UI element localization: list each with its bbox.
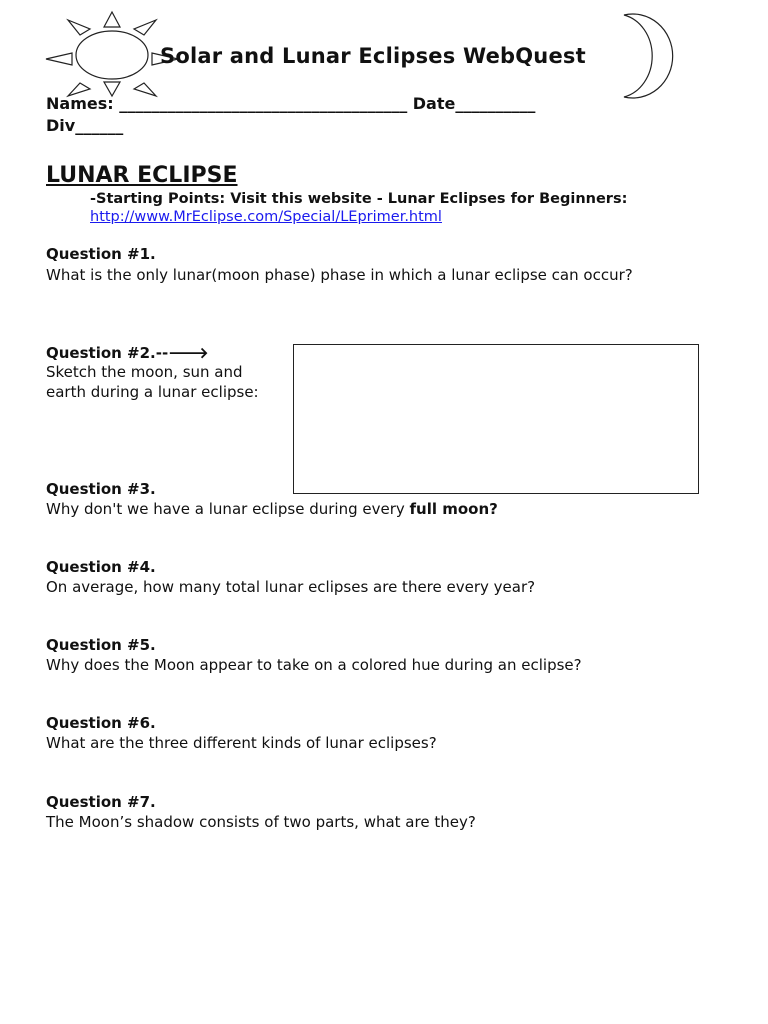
question-3-label: Question #3. xyxy=(46,480,156,498)
question-3-text-prefix: Why don't we have a lunar eclipse during every xyxy=(46,500,410,518)
question-6-text: What are the three different kinds of lunar eclipses? xyxy=(46,734,437,752)
question-2-text-line-1: Sketch the moon, sun and xyxy=(46,363,243,381)
page-title: Solar and Lunar Eclipses WebQuest xyxy=(160,44,586,68)
question-1-text: What is the only lunar(moon phase) phase in which a lunar eclipse can occur? xyxy=(46,266,633,284)
names-date-line: Names: ____________________________________ Date__________ xyxy=(46,94,536,113)
div-line: Div______ xyxy=(46,116,124,135)
question-1-label: Question #1. xyxy=(46,245,156,263)
question-2-text-line-2: earth during a lunar eclipse: xyxy=(46,383,259,401)
question-3-text-bold: full moon? xyxy=(409,500,498,518)
section-heading-lunar-eclipse: LUNAR ECLIPSE xyxy=(46,163,238,188)
starting-points-text: -Starting Points: Visit this website - Lunar Eclipses for Beginners: xyxy=(90,191,628,207)
question-7-text: The Moon’s shadow consists of two parts, what are they? xyxy=(46,813,476,831)
lunar-eclipse-primer-link[interactable]: http://www.MrEclipse.com/Special/LEprimer.html xyxy=(90,209,442,225)
question-4-text: On average, how many total lunar eclipses are there every year? xyxy=(46,578,536,596)
question-6-label: Question #6. xyxy=(46,714,156,732)
question-2-label: Question #2.--🡒 xyxy=(46,344,209,362)
sketch-answer-box[interactable] xyxy=(293,344,699,494)
question-4-label: Question #4. xyxy=(46,558,156,576)
question-5-label: Question #5. xyxy=(46,636,156,654)
question-3-text xyxy=(46,499,498,519)
question-5-text: Why does the Moon appear to take on a colored hue during an eclipse? xyxy=(46,656,582,674)
crescent-moon-icon xyxy=(614,12,686,100)
question-7-label: Question #7. xyxy=(46,793,156,811)
